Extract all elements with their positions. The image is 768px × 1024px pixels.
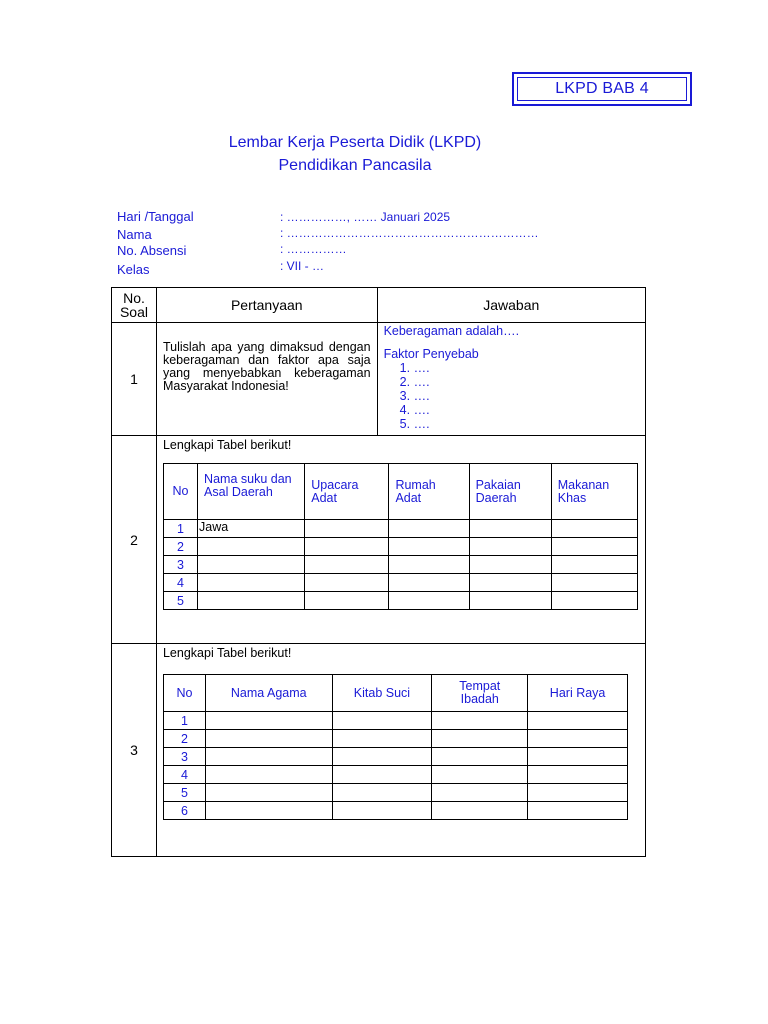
table-row [163,766,627,784]
suku-cell[interactable] [469,592,551,610]
table-row [163,538,637,556]
answer-keberagaman: Keberagaman adalah…. [383,324,520,338]
agama-cell[interactable] [332,766,432,784]
label-no-absensi: No. Absensi [117,243,187,258]
agama-cell[interactable] [332,748,432,766]
agama-cell[interactable] [332,802,432,820]
agama-col-nama: Nama Agama [205,675,332,712]
agama-cell[interactable] [432,766,528,784]
suku-cell[interactable] [305,556,389,574]
table-row [163,802,627,820]
table-row [163,592,637,610]
suku-cell[interactable] [305,520,389,538]
suku-cell[interactable] [389,520,469,538]
question-1-text: Tulislah apa yang dimaksud dengan keberagaman dan faktor apa saja yang menyebabkan keberagaman Masyarakat Indonesia! [156,323,377,436]
suku-cell[interactable] [469,520,551,538]
suku-col-no: No [163,464,197,520]
suku-cell[interactable] [469,538,551,556]
label-kelas: Kelas [117,262,150,277]
suku-cell-nama[interactable] [198,556,305,574]
faktor-penyebab-label: Faktor Penyebab [383,347,479,361]
suku-cell[interactable] [551,520,637,538]
suku-cell[interactable] [551,592,637,610]
suku-cell[interactable] [469,556,551,574]
page-title: Lembar Kerja Peserta Didik (LKPD) [228,134,482,151]
field-hari-tanggal[interactable]: : ……………, …… Januari 2025 [280,210,451,224]
agama-cell[interactable] [432,730,528,748]
faktor-item[interactable]: 2. …. [414,375,639,389]
suku-cell[interactable] [389,592,469,610]
agama-row-no: 5 [163,784,205,802]
agama-cell[interactable] [205,766,332,784]
question-3-instruction: Lengkapi Tabel berikut! [162,646,292,660]
suku-cell-nama[interactable]: Jawa [198,520,305,538]
agama-row-no: 1 [163,712,205,730]
suku-row-no: 1 [163,520,197,538]
suku-cell[interactable] [551,574,637,592]
agama-cell[interactable] [205,802,332,820]
faktor-list [384,361,639,431]
worksheet-table [111,287,646,857]
agama-cell[interactable] [528,730,628,748]
agama-cell[interactable] [332,730,432,748]
faktor-item[interactable]: 4. …. [414,403,639,417]
agama-col-hari-raya: Hari Raya [528,675,628,712]
header-pertanyaan: Pertanyaan [156,288,377,323]
suku-cell[interactable] [469,574,551,592]
suku-cell-nama[interactable] [198,592,305,610]
field-kelas[interactable]: : VII - … [280,259,325,273]
question-number-1: 1 [112,323,157,436]
suku-col-upacara: Upacara Adat [305,464,389,520]
agama-cell[interactable] [332,784,432,802]
agama-cell[interactable] [528,766,628,784]
faktor-item[interactable]: 1. …. [414,361,639,375]
agama-row-no: 2 [163,730,205,748]
suku-row-no: 5 [163,592,197,610]
badge-label: LKPD BAB 4 [555,80,649,97]
header-jawaban: Jawaban [377,288,645,323]
suku-table [163,463,638,610]
question-number-3: 3 [112,644,157,857]
suku-col-nama: Nama suku dan Asal Daerah [198,464,305,520]
table-row [163,520,637,538]
page-subtitle: Pendidikan Pancasila [278,157,432,174]
agama-cell[interactable] [205,712,332,730]
table-row [163,574,637,592]
table-row [163,748,627,766]
faktor-item[interactable]: 5. …. [414,417,639,431]
agama-cell[interactable] [432,712,528,730]
suku-cell[interactable] [305,538,389,556]
field-no-absensi[interactable]: : …………… [280,242,347,256]
table-row [163,556,637,574]
suku-cell[interactable] [551,556,637,574]
suku-col-makanan: Makanan Khas [551,464,637,520]
suku-row-no: 3 [163,556,197,574]
suku-row-no: 4 [163,574,197,592]
suku-col-rumah: Rumah Adat [389,464,469,520]
answer-1-area[interactable] [377,323,645,436]
suku-cell-nama[interactable] [198,538,305,556]
suku-cell[interactable] [389,538,469,556]
table-row [163,712,627,730]
label-hari-tanggal: Hari /Tanggal [117,209,194,224]
suku-row-no: 2 [163,538,197,556]
question-3-cell [156,644,645,857]
agama-row-no: 3 [163,748,205,766]
suku-cell[interactable] [305,574,389,592]
question-row-1 [112,323,646,436]
suku-cell[interactable] [389,556,469,574]
agama-row-no: 6 [163,802,205,820]
field-nama[interactable]: : ……………………………………………………… [280,226,539,240]
suku-cell[interactable] [389,574,469,592]
table-row [163,730,627,748]
suku-col-pakaian: Pakaian Daerah [469,464,551,520]
agama-col-tempat: Tempat Ibadah [432,675,528,712]
question-2-instruction: Lengkapi Tabel berikut! [162,438,292,452]
question-2-cell [156,436,645,644]
question-number-2: 2 [112,436,157,644]
agama-row-no: 4 [163,766,205,784]
agama-cell[interactable] [528,712,628,730]
question-row-2 [112,436,646,644]
suku-cell-nama[interactable] [198,574,305,592]
agama-cell[interactable] [332,712,432,730]
agama-cell[interactable] [205,784,332,802]
suku-cell[interactable] [305,592,389,610]
label-nama: Nama [117,227,152,242]
agama-col-kitab: Kitab Suci [332,675,432,712]
table-row [163,784,627,802]
agama-table [163,674,628,820]
agama-cell[interactable] [432,748,528,766]
question-row-3 [112,644,646,857]
agama-cell[interactable] [432,784,528,802]
lkpd-badge [512,72,692,106]
faktor-item[interactable]: 3. …. [414,389,639,403]
agama-cell[interactable] [528,748,628,766]
agama-cell[interactable] [205,748,332,766]
agama-cell[interactable] [528,802,628,820]
agama-cell[interactable] [205,730,332,748]
suku-cell[interactable] [551,538,637,556]
agama-cell[interactable] [432,802,528,820]
agama-cell[interactable] [528,784,628,802]
agama-col-no: No [163,675,205,712]
header-no-soal: No. Soal [112,288,157,323]
